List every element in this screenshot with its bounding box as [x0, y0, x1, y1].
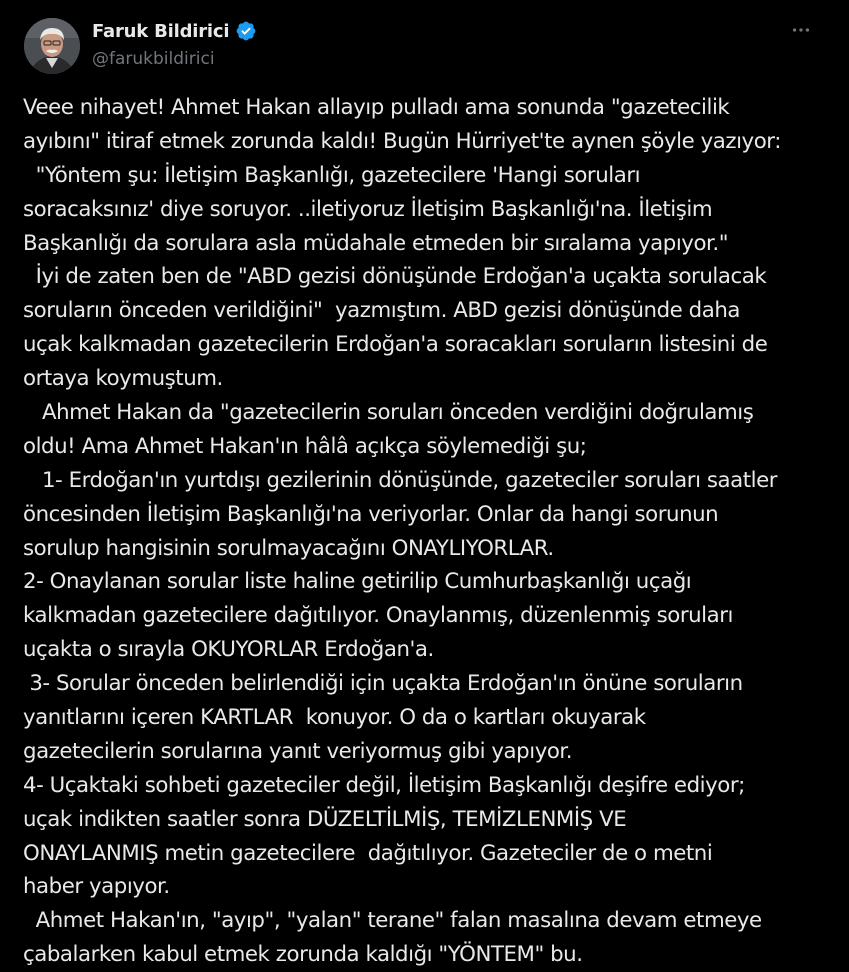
tweet-text-line: Veee nihayet! Ahmet Hakan allayıp pulladı ama sonunda "gazetecilik	[23, 95, 730, 120]
tweet-text-line: soracaksınız' diye soruyor. ..iletiyoruz İletişim Başkanlığı'na. İletişim	[23, 196, 713, 222]
tweet-text-line: oldu! Ama Ahmet Hakan'ın hâlâ açıkça söylemediği şu;	[23, 433, 587, 459]
author-name-row	[92, 20, 257, 42]
tweet-text-line: Ahmet Hakan da "gazetecilerin soruları önceden verdiğini doğrulamış	[23, 400, 754, 426]
tweet-text-line: ONAYLANMIŞ metin gazetecilere dağıtılıyor. Gazeteciler de o metni	[23, 840, 713, 866]
avatar-photo	[24, 18, 80, 74]
tweet-text-line: haber yapıyor.	[23, 874, 170, 900]
tweet-text-line: 1- Erdoğan'ın yurtdışı gezilerinin dönüşünde, gazeteciler soruları saatler	[23, 467, 778, 493]
tweet-text-line: uçak kalkmadan gazetecilerin Erdoğan'a soracakları soruların listesini de	[23, 332, 768, 358]
tweet-text-line: uçak indikten saatler sonra DÜZELTİLMİŞ, TEMİZLENMİŞ VE	[23, 806, 627, 832]
tweet-text-line: kalkmadan gazetecilere dağıtılıyor. Onaylanmış, düzenlenmiş soruları	[23, 603, 734, 629]
tweet-text-line: gazetecilerin sorularına yanıt veriyormuş gibi yapıyor.	[23, 738, 573, 764]
verified-badge-icon	[235, 20, 257, 42]
tweet-text-line: 3- Sorular önceden belirlendiği için uçakta Erdoğan'ın önüne soruların	[23, 671, 743, 697]
author-handle[interactable]: @farukbildirici	[92, 49, 215, 69]
tweet-text-line: soruların önceden verildiğini" yazmıştım. ABD gezisi dönüşünde daha	[23, 298, 740, 324]
tweet-text-line: "Yöntem şu: İletişim Başkanlığı, gazetecilere 'Hangi soruları	[23, 162, 641, 188]
tweet-text-line: İyi de zaten ben de "ABD gezisi dönüşünde Erdoğan'a uçakta sorulacak	[23, 264, 767, 290]
tweet-text-line: 2- Onaylanan sorular liste haline getirilip Cumhurbaşkanlığı uçağı	[23, 569, 692, 595]
more-horizontal-icon[interactable]	[789, 18, 813, 42]
tweet-text	[23, 91, 828, 972]
tweet-text-line: çabalarken kabul etmek zorunda kaldığı "YÖNTEM" bu.	[23, 942, 583, 968]
tweet-text-line: öncesinden İletişim Başkanlığı'na veriyorlar. Onlar da hangi sorunun	[23, 501, 719, 527]
tweet-text-line: uçakta o sırayla OKUYORLAR Erdoğan'a.	[23, 637, 434, 663]
tweet-text-line: Başkanlığı da sorulara asla müdahale etmeden bir sıralama yapıyor."	[23, 230, 729, 256]
tweet-text-line: Ahmet Hakan'ın, "ayıp", "yalan" terane" falan masalına devam etmeye	[23, 908, 762, 934]
tweet-text-line: ortaya koymuştum.	[23, 366, 223, 392]
tweet-text-line: 4- Uçaktaki sohbeti gazeteciler değil, İletişim Başkanlığı deşifre ediyor;	[23, 772, 745, 798]
avatar[interactable]	[24, 18, 80, 74]
tweet-text-line: ayıbını" itiraf etmek zorunda kaldı! Bugün Hürriyet'te aynen şöyle yazıyor:	[23, 128, 781, 154]
author-display-name[interactable]: Faruk Bildirici	[92, 20, 230, 42]
tweet-text-line: sorulup hangisinin sorulmayacağını ONAYLIYORLAR.	[23, 535, 554, 561]
tweet-text-line: yanıtlarını içeren KARTLAR konuyor. O da o kartları okuyarak	[23, 705, 646, 731]
